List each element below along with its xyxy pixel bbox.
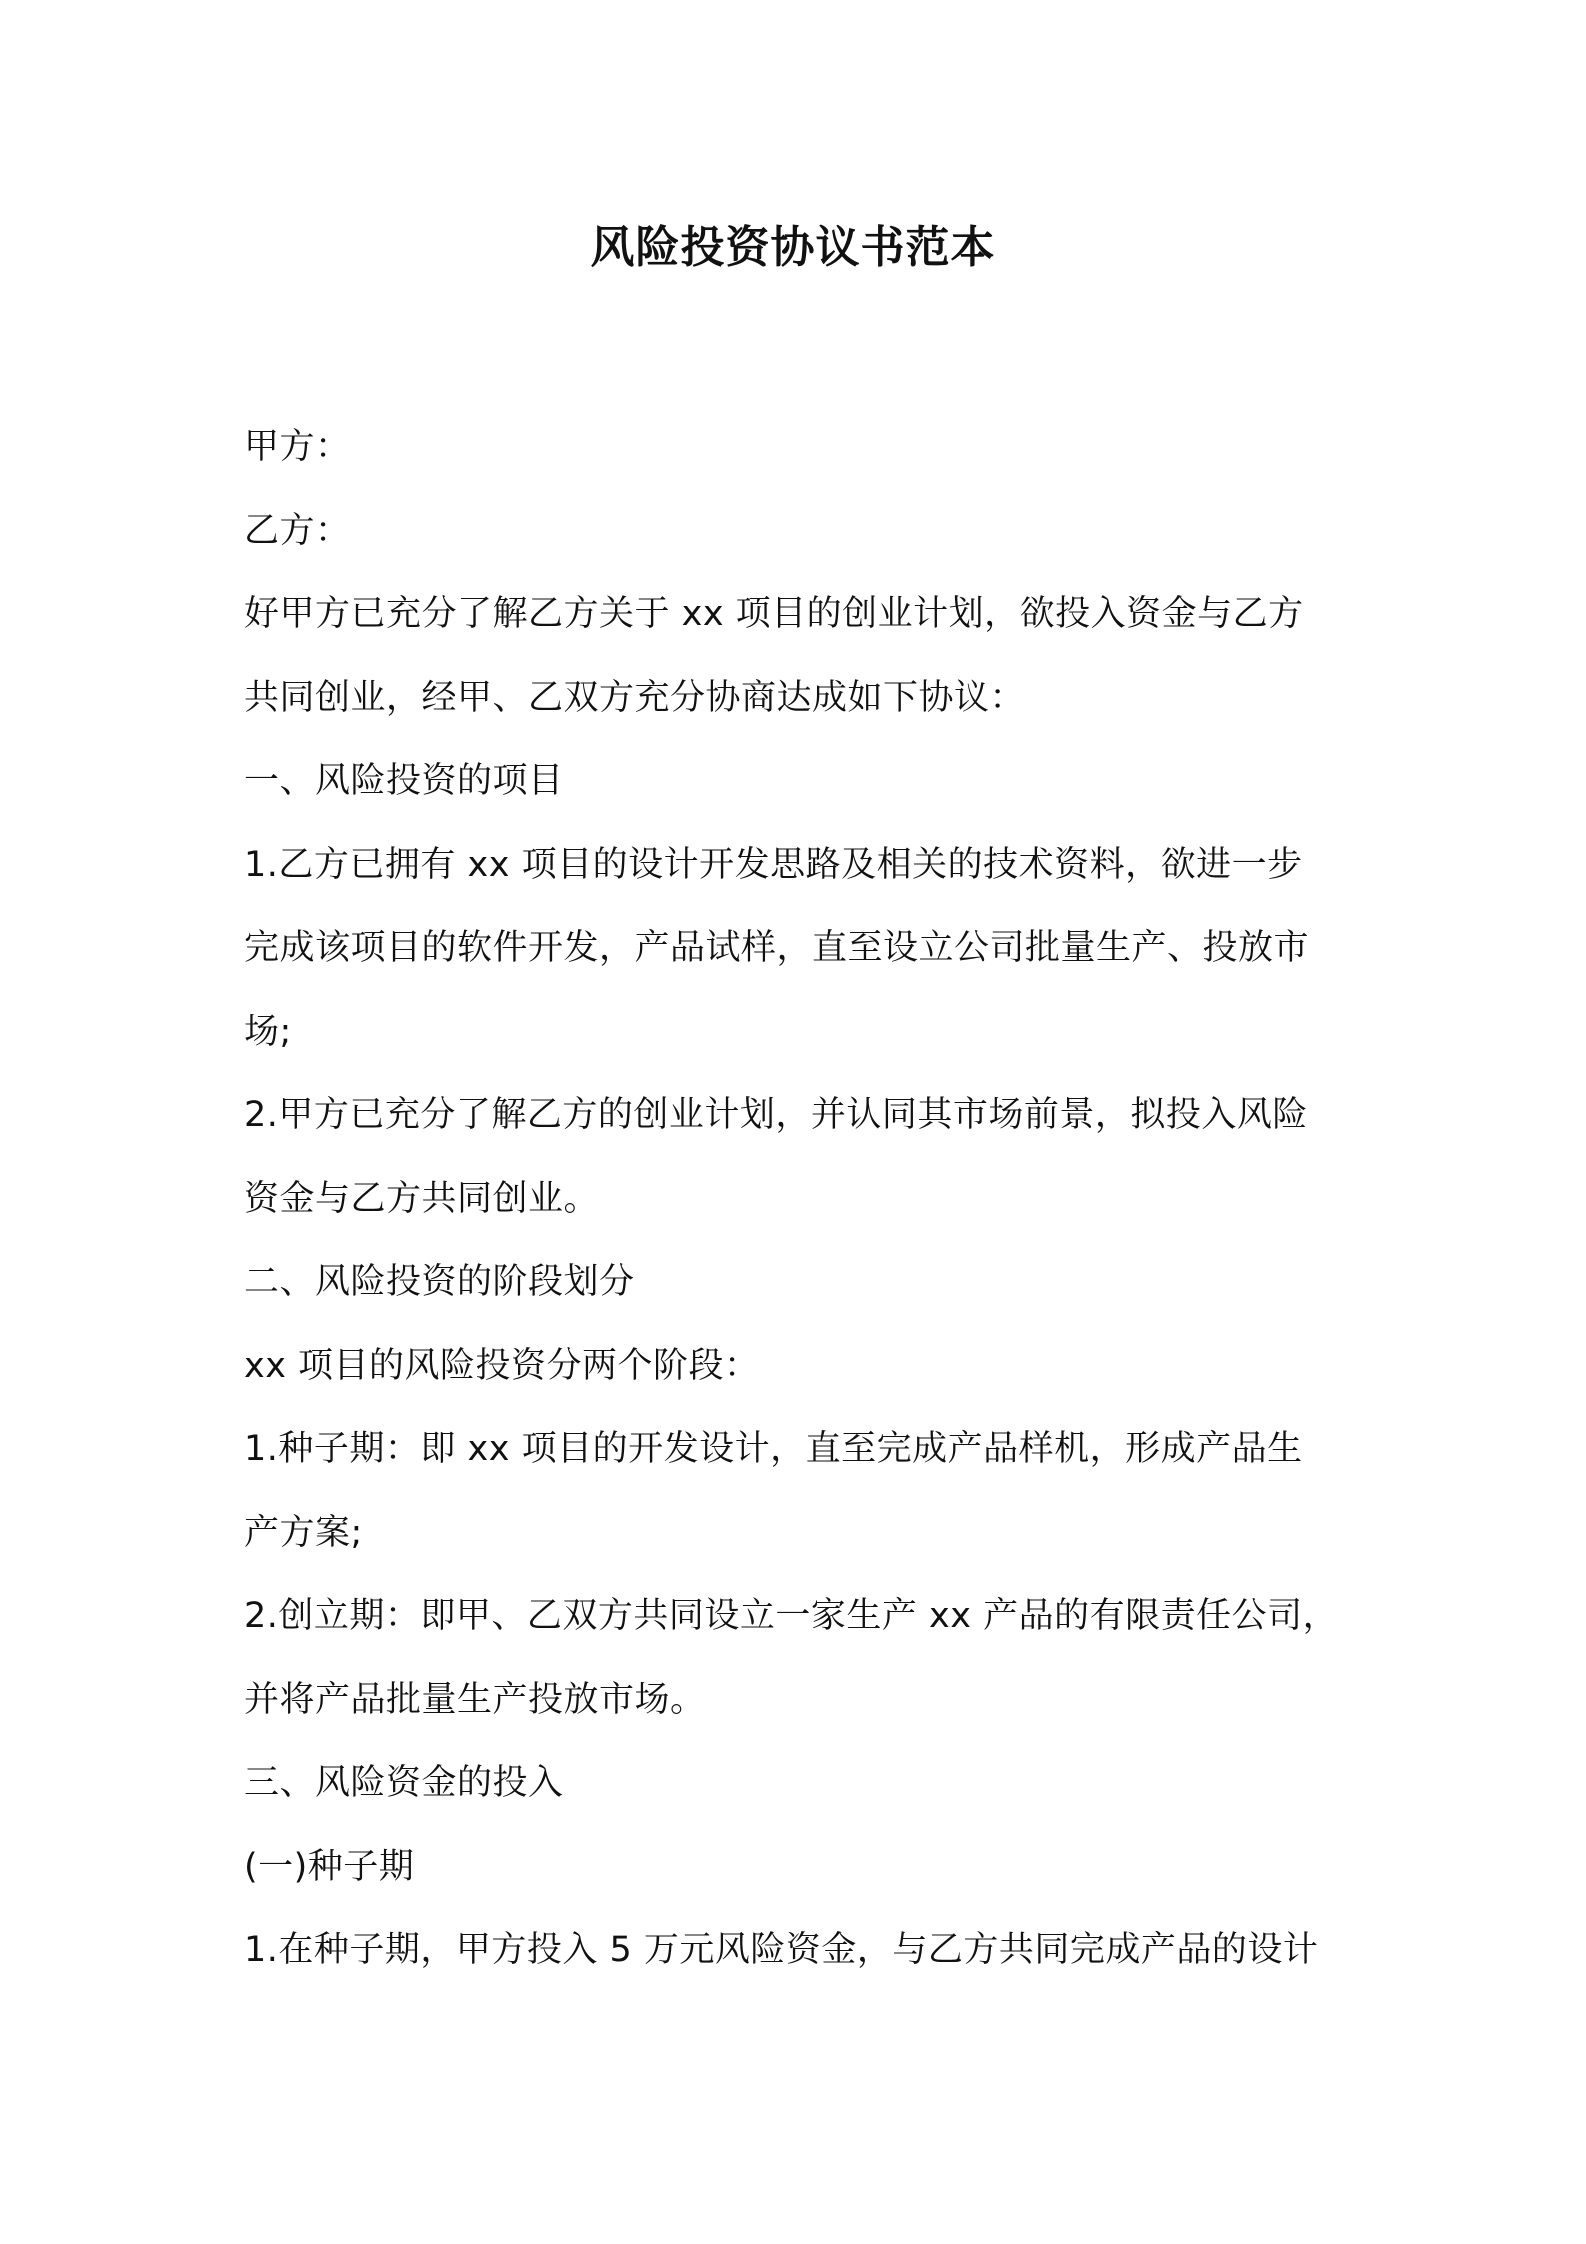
paragraph-line: 并将产品批量生产投放市场。 bbox=[244, 1679, 706, 1720]
paragraph-line: 资金与乙方共同创业。 bbox=[244, 1178, 600, 1219]
preamble-line-1: 好甲方已充分了解乙方关于 xx 项目的创业计划，欲投入资金与乙方 bbox=[244, 594, 1304, 634]
section-heading-3: 三、风险资金的投入 bbox=[244, 1763, 564, 1803]
paragraph-line: 1.种子期：即 xx 项目的开发设计，直至完成产品样机，形成产品生 bbox=[244, 1429, 1303, 1469]
subsection-heading: (一)种子期 bbox=[244, 1846, 415, 1887]
paragraph-line: 场; bbox=[244, 1011, 292, 1052]
party-a-line: 甲方： bbox=[244, 427, 351, 467]
party-b-line: 乙方： bbox=[244, 510, 351, 551]
paragraph-line: 1.在种子期，甲方投入 5 万元风险资金，与乙方共同完成产品的设计 bbox=[244, 1930, 1319, 1970]
document-title: 风险投资协议书范本 bbox=[590, 222, 996, 273]
preamble-line-2: 共同创业，经甲、乙双方充分协商达成如下协议： bbox=[244, 677, 1026, 718]
paragraph-line: 2.甲方已充分了解乙方的创业计划，并认同其市场前景，拟投入风险 bbox=[244, 1095, 1308, 1135]
paragraph-line: xx 项目的风险投资分两个阶段： bbox=[244, 1345, 760, 1386]
document-body bbox=[244, 406, 1364, 1993]
section-heading-1: 一、风险投资的项目 bbox=[244, 761, 564, 801]
section-heading-2: 二、风险投资的阶段划分 bbox=[244, 1262, 635, 1302]
paragraph-line: 2.创立期：即甲、乙双方共同设立一家生产 xx 产品的有限责任公司， bbox=[244, 1596, 1339, 1636]
paragraph-line: 产方案; bbox=[244, 1512, 363, 1553]
paragraph-line: 完成该项目的软件开发，产品试样，直至设立公司批量生产、投放市 bbox=[244, 928, 1310, 968]
paragraph-line: 1.乙方已拥有 xx 项目的设计开发思路及相关的技术资料，欲进一步 bbox=[244, 844, 1303, 885]
